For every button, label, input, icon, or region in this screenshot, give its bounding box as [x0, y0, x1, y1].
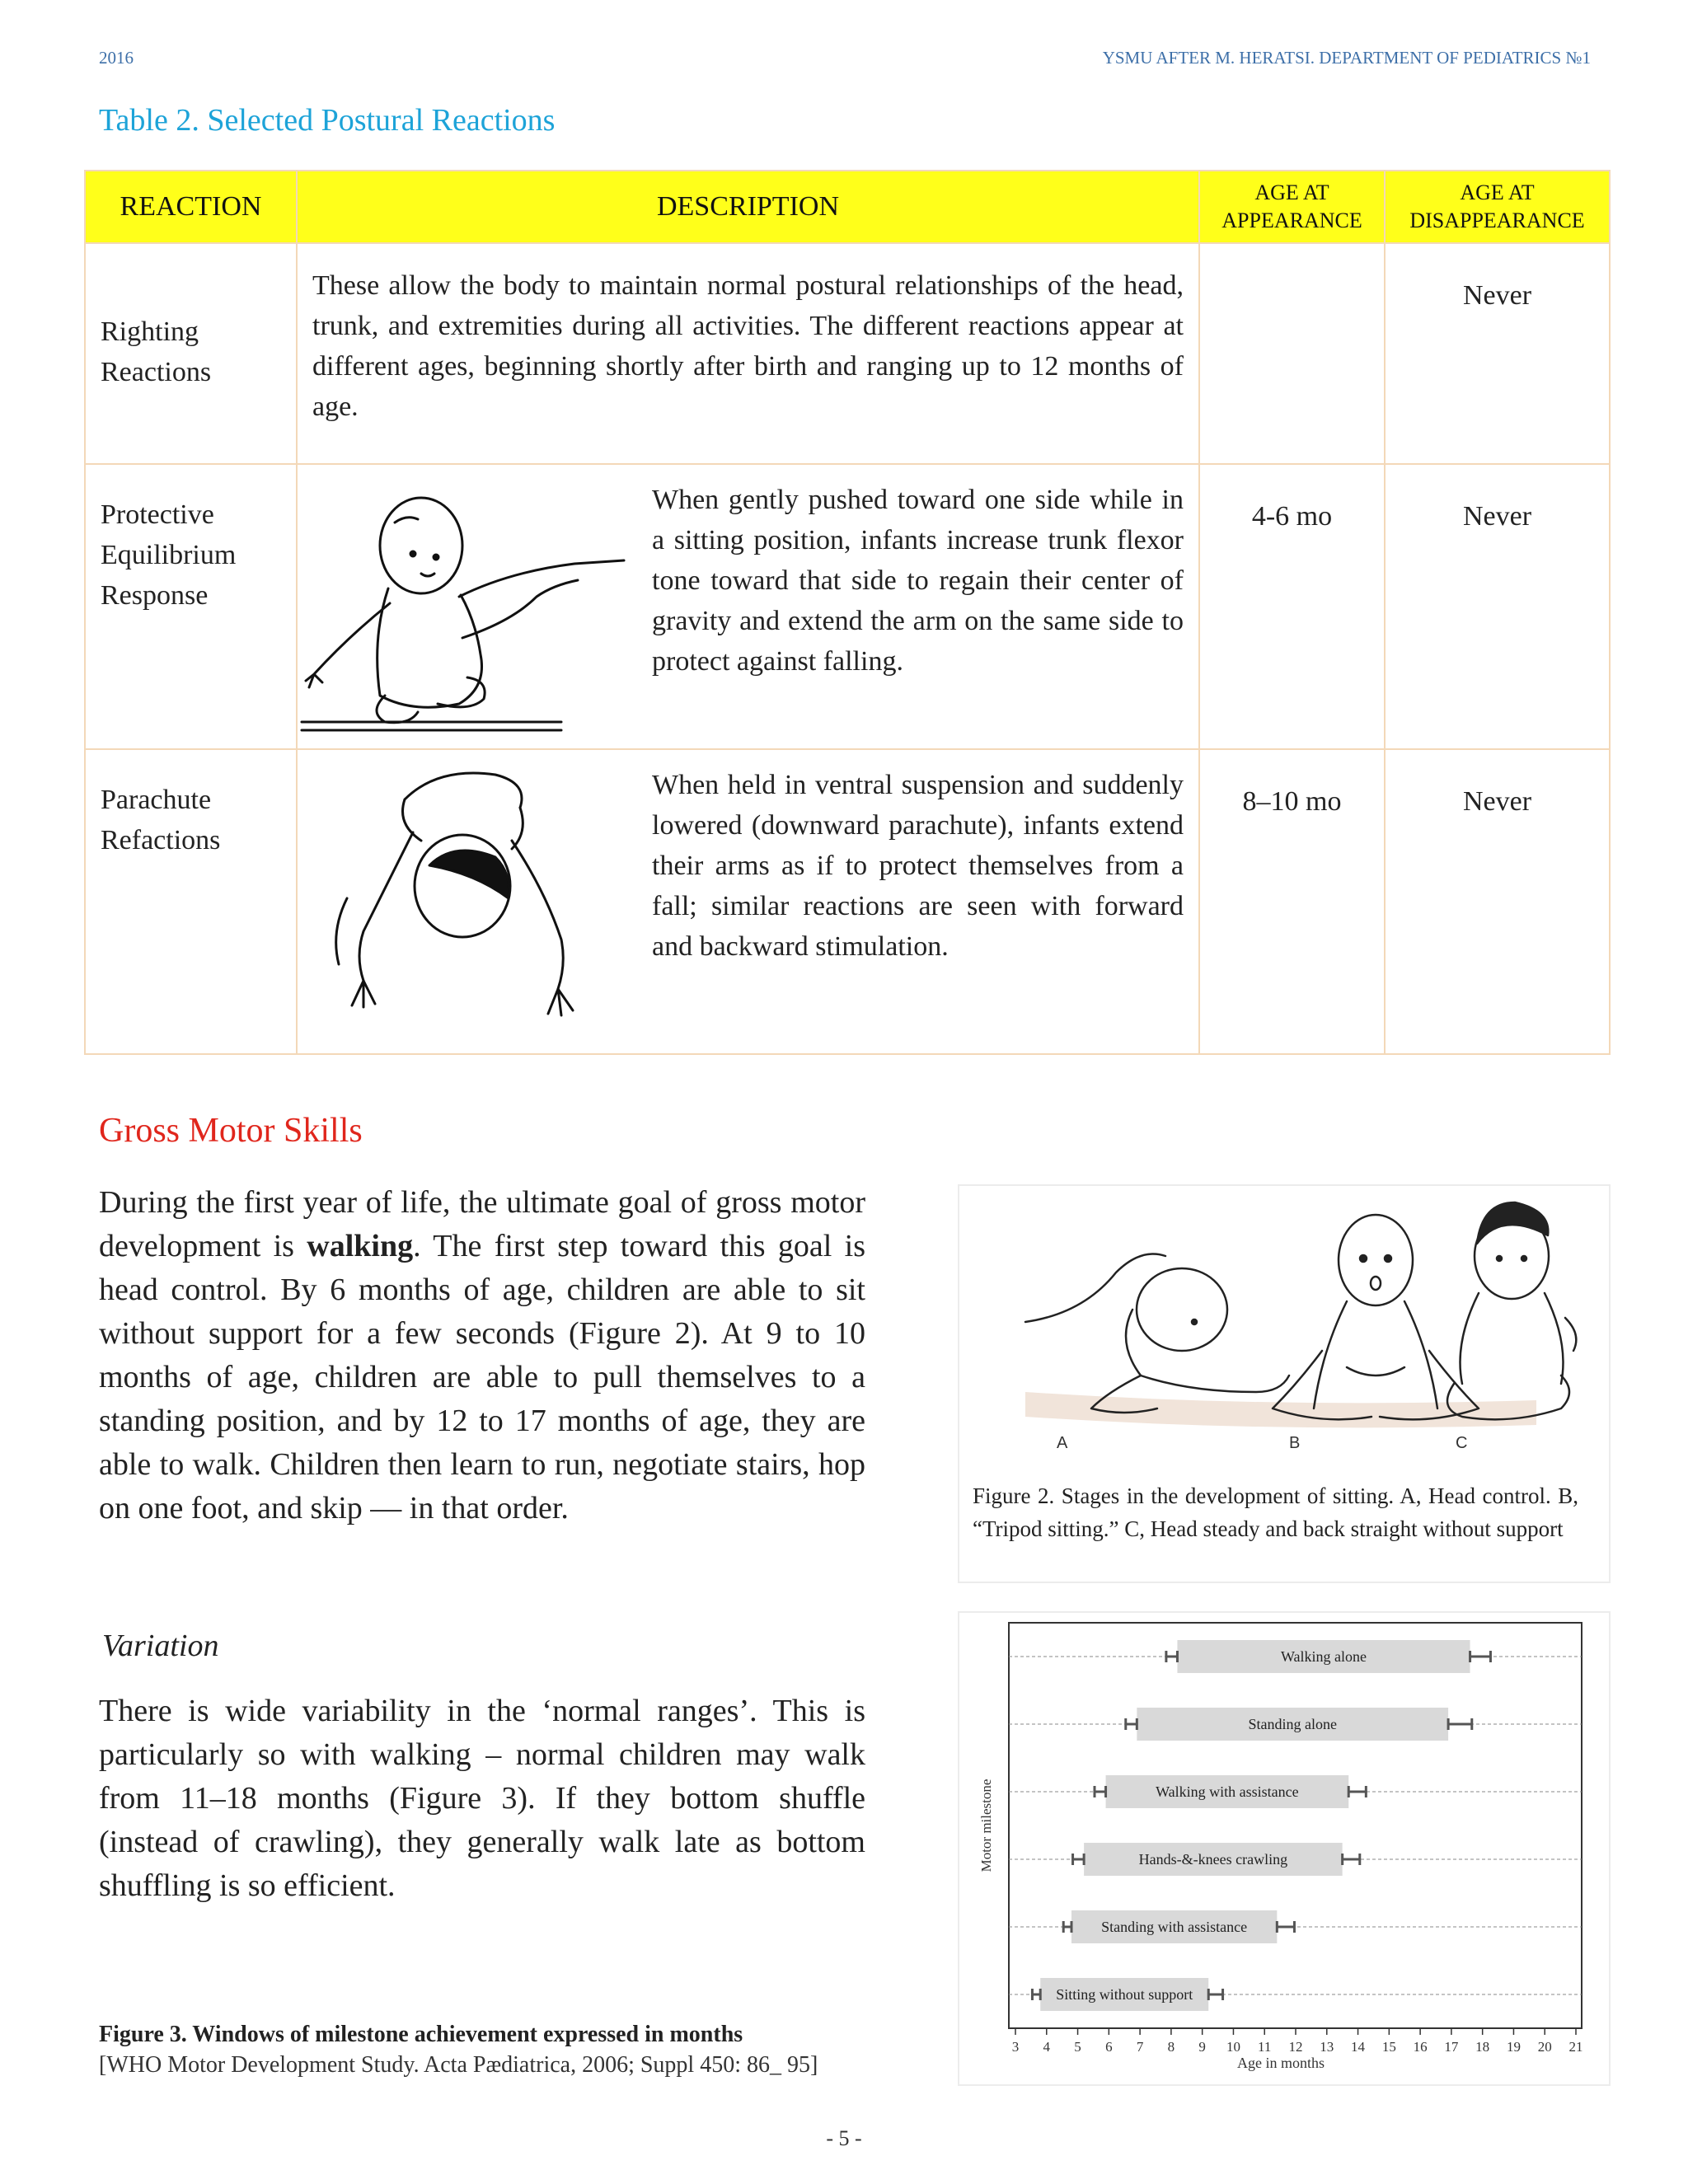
col-header-reaction: REACTION	[85, 171, 297, 243]
col-header-appearance-line1: AGE AT	[1254, 180, 1329, 204]
reaction-name-line: Righting	[101, 316, 199, 347]
chart-bar-label: Walking alone	[1280, 1648, 1367, 1665]
reaction-name	[85, 243, 297, 464]
chart-x-tick-label: 9	[1198, 2039, 1206, 2055]
age-appearance	[1199, 243, 1385, 464]
chart-error-bar	[1166, 1651, 1178, 1662]
chart-x-tick-label: 18	[1475, 2039, 1490, 2055]
variation-heading: Variation	[102, 1629, 219, 1663]
age-disappearance: Never	[1385, 464, 1610, 749]
reaction-name-line: Reactions	[101, 357, 212, 387]
chart-error-bar	[1126, 1718, 1137, 1730]
col-header-description: DESCRIPTION	[297, 171, 1199, 243]
sitting-stages-illustration	[959, 1186, 1609, 1466]
chart-x-axis-label: Age in months	[1237, 2055, 1325, 2071]
postural-reactions-table	[84, 170, 1611, 1055]
figure-2-label-b: B	[1289, 1434, 1301, 1452]
chart-x-tick-label: 19	[1506, 2039, 1521, 2055]
chart-error-bar	[1348, 1786, 1366, 1797]
section-title: Gross Motor Skills	[99, 1112, 363, 1150]
table-row	[85, 243, 1610, 464]
chart-error-bar	[1095, 1786, 1106, 1797]
chart-error-bar	[1208, 1989, 1222, 2000]
chart-error-bar	[1343, 1854, 1360, 1865]
age-disappearance: Never	[1385, 243, 1610, 464]
chart-x-tick-label: 6	[1105, 2039, 1113, 2055]
chart-x-tick-label: 14	[1351, 2039, 1366, 2055]
paragraph-text: During the first year of life, the ultimate goal of gross motor development is	[99, 1185, 865, 1263]
milestone-chart	[959, 1613, 1609, 2084]
reaction-description: When gently pushed toward one side while in a sitting position, infants increase trunk flexor tone toward that side to regain their center of gravity and extend the arm on the same side to protect against falling.	[652, 485, 1184, 677]
chart-bar-label: Standing with assistance	[1101, 1919, 1248, 1935]
chart-x-tick-label: 17	[1444, 2039, 1459, 2055]
col-header-disappearance-line2: DISAPPEARANCE	[1409, 209, 1585, 232]
chart-error-bar	[1277, 1921, 1294, 1933]
chart-x-tick-label: 8	[1167, 2039, 1175, 2055]
chart-x-tick-label: 20	[1537, 2039, 1552, 2055]
reaction-name	[85, 464, 297, 749]
figure-3-caption: Figure 3. Windows of milestone achievement expressed in months	[99, 2022, 743, 2047]
table-row	[85, 749, 1610, 1054]
chart-x-axis	[1012, 2028, 1583, 2055]
figure-2-caption: Figure 2. Stages in the development of sitting. A, Head control. B, “Tripod sitting.” C, Head steady and back straight without support	[973, 1483, 1578, 1541]
reaction-description-cell	[297, 464, 1199, 749]
chart-x-tick-label: 15	[1381, 2039, 1396, 2055]
reaction-name	[85, 749, 297, 1054]
chart-y-axis-label: Motor milestone	[978, 1779, 994, 1872]
col-header-appearance	[1199, 171, 1385, 243]
chart-bar-label: Standing alone	[1248, 1716, 1337, 1732]
chart-bar-label: Hands-&-knees crawling	[1138, 1851, 1288, 1868]
table-header-row	[85, 171, 1610, 243]
paragraph-text: . The first step toward this goal is head control. By 6 months of age, children are able to sit without support for a few seconds (Figure 2). At 9 to 10 months of age, children are able to pull themselves to a standing position, and by 12 to 17 months of age, they are able to walk. Children then learn to run, negotiate stairs, hop on one foot, and skip — in that order.	[99, 1229, 865, 1526]
header-institution: YSMU AFTER M. HERATSI. DEPARTMENT OF PEDIATRICS №1	[1102, 48, 1591, 68]
chart-x-tick-label: 10	[1226, 2039, 1240, 2055]
figure-3	[958, 1611, 1611, 2086]
age-disappearance: Never	[1385, 749, 1610, 1054]
reaction-name-line: Refactions	[101, 825, 221, 855]
variation-paragraph: There is wide variability in the ‘normal ranges’. This is particularly so with walking – normal children may walk from 11–18 months (Figure 3). If they bottom shuffle (instead of crawling), they generally walk late as bottom shuffling is so efficient.	[99, 1694, 865, 1903]
header-year: 2016	[99, 48, 134, 68]
chart-x-tick-label: 21	[1568, 2039, 1583, 2055]
chart-bars	[1032, 1640, 1490, 2011]
chart-error-bar	[1063, 1921, 1071, 1933]
col-header-disappearance-line1: AGE AT	[1460, 180, 1535, 204]
gross-motor-paragraph	[99, 1181, 865, 1530]
chart-x-tick-label: 3	[1011, 2039, 1020, 2055]
chart-x-tick-label: 13	[1320, 2039, 1334, 2055]
reaction-name-line: Protective	[101, 499, 214, 530]
figure-2-label-a: A	[1057, 1434, 1068, 1452]
chart-error-bar	[1073, 1854, 1085, 1865]
chart-plot-frame	[1009, 1623, 1582, 2028]
chart-x-tick-label: 5	[1074, 2039, 1081, 2055]
table-row	[85, 464, 1610, 749]
parachute-reaction-illustration	[298, 750, 652, 1042]
figure-3-source: [WHO Motor Development Study. Acta Pædiatrica, 2006; Suppl 450: 86_ 95]	[99, 2052, 818, 2078]
chart-x-tick-label: 11	[1258, 2039, 1272, 2055]
reaction-description: When held in ventral suspension and suddenly lowered (downward parachute), infants extend their arms as if to protect themselves from a fall; similar reactions are seen with forward and backward stimulation.	[652, 770, 1184, 962]
chart-x-tick-label: 4	[1043, 2039, 1051, 2055]
col-header-disappearance	[1385, 171, 1610, 243]
chart-bar-label: Walking with assistance	[1156, 1783, 1299, 1800]
reaction-name-line: Response	[101, 580, 209, 611]
age-appearance: 4-6 mo	[1199, 464, 1385, 749]
protective-equilibrium-illustration	[298, 465, 652, 748]
reaction-description-cell	[297, 749, 1199, 1054]
chart-error-bar	[1032, 1989, 1040, 2000]
table-title: Table 2. Selected Postural Reactions	[99, 103, 556, 138]
chart-x-tick-label: 12	[1288, 2039, 1303, 2055]
reaction-description: These allow the body to maintain normal postural relationships of the head, trunk, and extremities during all activities. The different reactions appear at different ages, beginning shortly after birth and ranging up to 12 months of age.	[297, 243, 1199, 464]
reaction-name-line: Equilibrium	[101, 540, 237, 570]
chart-bar-label: Sitting without support	[1056, 1986, 1193, 2003]
paragraph-bold-term: walking	[307, 1229, 414, 1263]
chart-error-bar	[1448, 1718, 1472, 1730]
chart-grid	[1009, 1657, 1582, 1994]
chart-x-tick-label: 7	[1136, 2039, 1144, 2055]
reaction-name-line: Parachute	[101, 785, 212, 815]
chart-error-bar	[1470, 1651, 1491, 1662]
figure-2-label-c: C	[1456, 1434, 1468, 1452]
page-number: - 5 -	[826, 2126, 862, 2150]
col-header-appearance-line2: APPEARANCE	[1221, 209, 1362, 232]
chart-x-tick-label: 16	[1413, 2039, 1428, 2055]
age-appearance: 8–10 mo	[1199, 749, 1385, 1054]
